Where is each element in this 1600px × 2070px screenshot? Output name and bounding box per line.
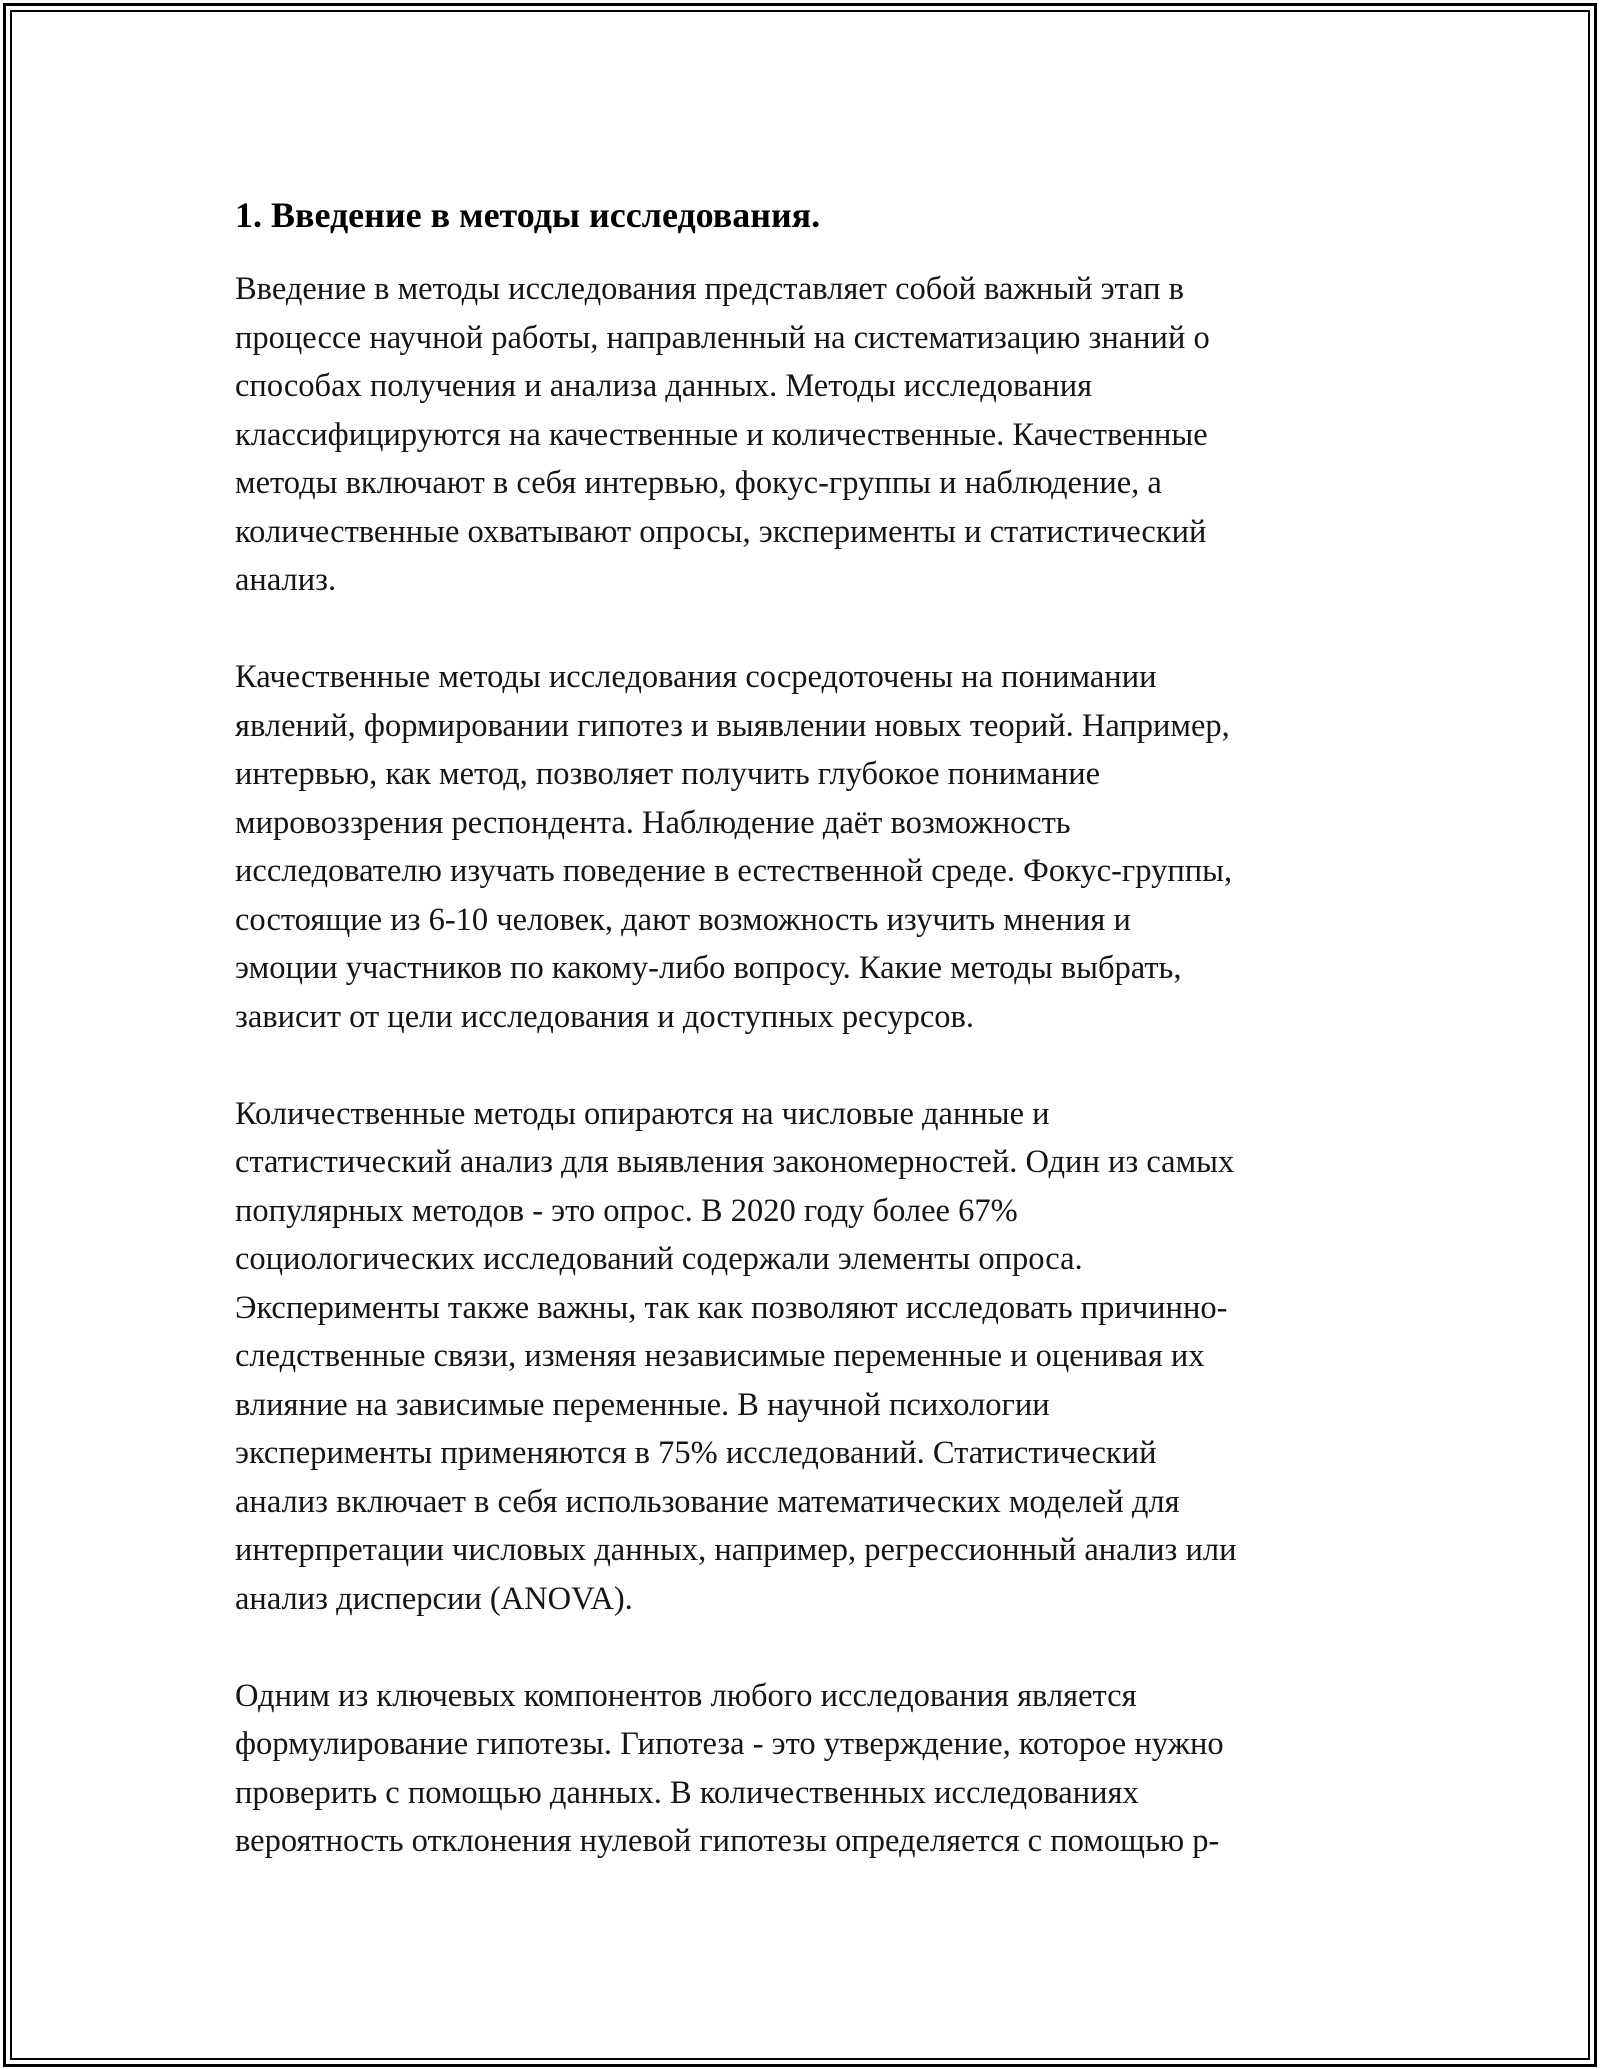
text-line: процессе научной работы, направленный на систематизацию знаний о — [235, 319, 1210, 356]
text-line: эмоции участников по какому-либо вопросу. Какие методы выбрать, — [235, 950, 1182, 986]
section-heading: 1. Введение в методы исследования. — [235, 195, 821, 235]
text-line: популярных методов - это опрос. В 2020 году более 67% — [235, 1192, 1018, 1229]
text-line: мировоззрения респондента. Наблюдение даёт возможность — [235, 804, 1071, 841]
text-line: Качественные методы исследования сосредоточены на понимании — [235, 659, 1157, 695]
text-line: Эксперименты также важны, так как позволяют исследовать причинно- — [235, 1289, 1228, 1326]
text-line: проверить с помощью данных. В количественных исследованиях — [235, 1774, 1139, 1811]
text-line: интервью, как метод, позволяет получить глубокое понимание — [235, 756, 1101, 792]
text-line: количественные охватывают опросы, эксперименты и статистический — [235, 513, 1207, 550]
paragraph-qualitative-methods — [235, 653, 1365, 1041]
paragraph-quantitative-methods — [235, 1090, 1365, 1624]
text-line: способах получения и анализа данных. Методы исследования — [235, 368, 1093, 404]
paragraph-introduction — [235, 265, 1365, 605]
text-line: статистический анализ для выявления закономерностей. Один из самых — [235, 1144, 1235, 1180]
text-line: эксперименты применяются в 75% исследований. Статистический — [235, 1435, 1157, 1471]
text-line: явлений, формировании гипотез и выявлении новых теорий. Например, — [235, 707, 1230, 744]
text-line: Количественные методы опираются на числовые данные и — [235, 1095, 1050, 1132]
text-line: анализ. — [235, 562, 337, 598]
text-line: вероятность отклонения нулевой гипотезы определяется с помощью p- — [235, 1823, 1220, 1859]
text-line: Одним из ключевых компонентов любого исследования является — [235, 1677, 1137, 1714]
text-line: исследователю изучать поведение в естественной среде. Фокус-группы, — [235, 853, 1233, 889]
text-line: Введение в методы исследования представляет собой важный этап в — [235, 271, 1185, 307]
text-line: следственные связи, изменяя независимые переменные и оценивая их — [235, 1338, 1205, 1374]
text-line: анализ включает в себя использование математических моделей для — [235, 1483, 1180, 1520]
document-page — [235, 185, 1365, 1866]
text-line: влияние на зависимые переменные. В научной психологии — [235, 1386, 1050, 1423]
text-line: социологических исследований содержали элементы опроса. — [235, 1241, 1083, 1277]
text-line: зависит от цели исследования и доступных ресурсов. — [235, 998, 974, 1035]
text-line: классифицируются на качественные и количественные. Качественные — [235, 416, 1208, 453]
text-line: интерпретации числовых данных, например, регрессионный анализ или — [235, 1532, 1237, 1568]
text-line: состоящие из 6-10 человек, дают возможность изучить мнения и — [235, 901, 1131, 938]
text-line: анализ дисперсии (ANOVA). — [235, 1580, 633, 1617]
text-line: формулирование гипотезы. Гипотеза - это утверждение, которое нужно — [235, 1726, 1224, 1762]
text-line: методы включают в себя интервью, фокус-группы и наблюдение, а — [235, 465, 1162, 501]
paragraph-hypothesis — [235, 1672, 1365, 1866]
